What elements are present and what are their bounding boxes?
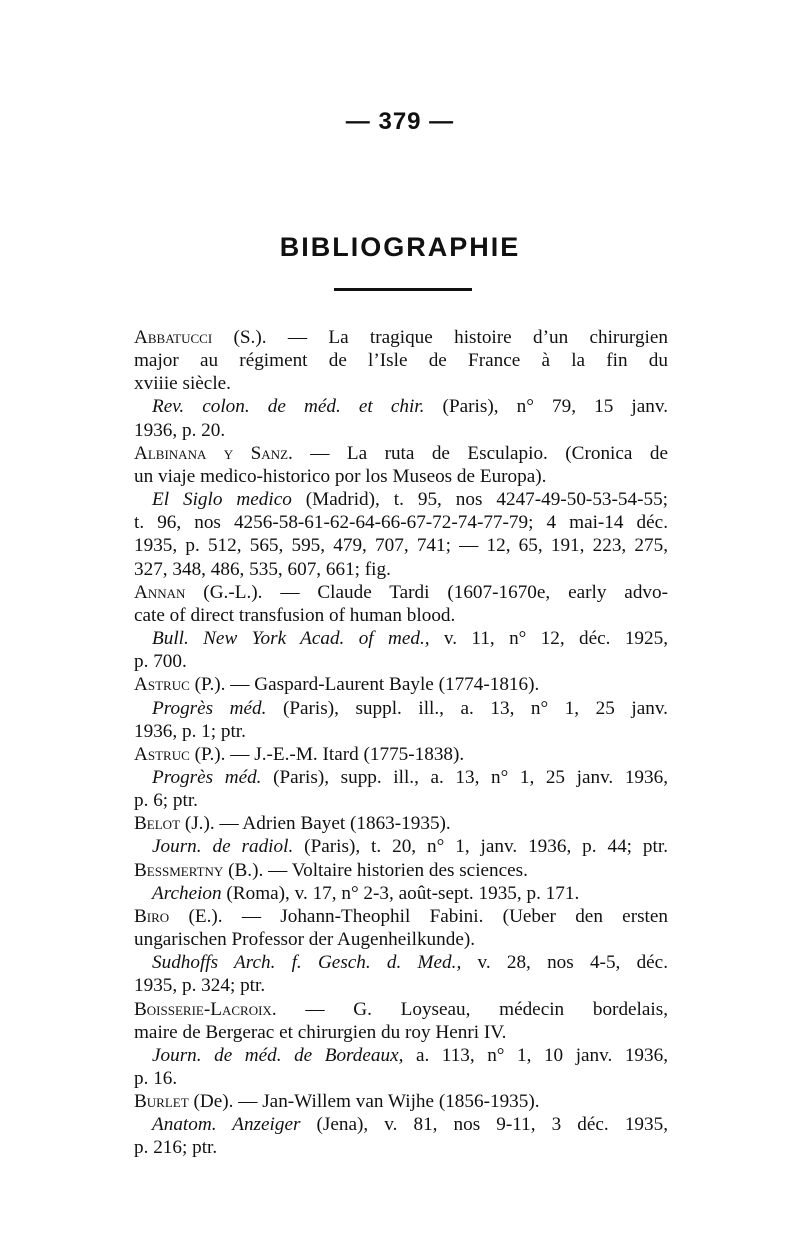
entry-line — [134, 998, 668, 1021]
author-name: Astruc — [134, 743, 190, 765]
entry-line: 1935, p. 324; ptr. — [134, 975, 266, 997]
bibliography-entry — [134, 1090, 668, 1159]
entry-line: p. 6; ptr. — [134, 790, 198, 812]
entry-text: (E.). — Johann-Theophil Fabini. (Ueber den ersten — [169, 905, 668, 927]
journal-title: El Siglo medico — [152, 489, 292, 511]
entry-line — [134, 766, 668, 789]
entry-text: (P.). — Gaspard-Laurent Bayle (1774-1816). — [189, 674, 540, 696]
entry-line — [134, 673, 668, 696]
journal-title: Sudhoffs Arch. f. Gesch. d. Med., — [152, 952, 462, 974]
journal-title: Journ. de méd. de Bordeaux, — [152, 1044, 404, 1066]
author-name: Annan — [134, 581, 186, 603]
bibliography-entry — [134, 812, 668, 858]
author-name: Albinana y Sanz — [134, 442, 289, 464]
entry-text: . — G. Loyseau, médecin bordelais, — [271, 998, 668, 1020]
entry-line: ungarischen Professor der Augenheilkunde). — [134, 929, 476, 951]
entry-text: (De). — Jan-Willem van Wijhe (1856-1935). — [188, 1091, 540, 1113]
entry-text: (G.-L.). — Claude Tardi (1607-1670e, early advo- — [185, 581, 668, 603]
entry-text: (Paris), n° 79, 15 janv. — [424, 396, 668, 418]
entry-line — [134, 326, 668, 349]
entry-text: (P.). — J.-E.-M. Itard (1775-1838). — [189, 743, 465, 765]
journal-title: Journ. de radiol. — [152, 836, 294, 858]
bibliography-entry — [134, 581, 668, 674]
entry-line: 1936, p. 1; ptr. — [134, 720, 246, 742]
journal-title: Progrès méd. — [152, 766, 262, 788]
journal-title: Archeion — [152, 882, 222, 904]
journal-title: Anatom. Anzeiger — [152, 1114, 301, 1136]
entry-line — [134, 882, 668, 905]
entry-line — [134, 697, 668, 720]
entry-line: maire de Bergerac et chirurgien du roy Henri IV. — [134, 1021, 507, 1043]
bibliography-entry — [134, 859, 668, 905]
entry-line — [134, 743, 668, 766]
bibliography-entry — [134, 905, 668, 998]
entry-text: (J.). — Adrien Bayet (1863-1935). — [180, 813, 451, 835]
journal-title: Progrès méd. — [152, 697, 267, 719]
entry-text: (Madrid), t. 95, nos 4247-49-50-53-54-55; — [291, 489, 668, 511]
entry-text: . — La ruta de Esculapio. (Cronica de — [288, 442, 668, 464]
entry-line — [134, 581, 668, 604]
entry-line: 327, 348, 486, 535, 607, 661; fig. — [134, 558, 391, 580]
entry-line — [134, 1090, 668, 1113]
entry-line: xviiie siècle. — [134, 373, 231, 395]
entry-line — [134, 1113, 668, 1136]
entry-line — [134, 627, 668, 650]
page-title: BIBLIOGRAPHIE — [279, 232, 521, 262]
author-name: Abbatucci — [134, 327, 213, 348]
bibliography-entry — [134, 743, 668, 812]
entry-line: 1935, p. 512, 565, 595, 479, 707, 741; — 12, 65, 191, 223, 275, — [134, 535, 668, 557]
author-name: Burlet — [134, 1091, 189, 1113]
entry-line — [134, 905, 668, 928]
author-name: Astruc — [134, 674, 190, 696]
author-name: Belot — [134, 813, 181, 835]
entry-line — [134, 951, 668, 974]
bibliography-entry — [134, 673, 668, 742]
bibliography-entry — [134, 326, 668, 442]
entry-line: un viaje medico-historico por los Museos de Europa). — [134, 465, 547, 487]
entry-line: 1936, p. 20. — [134, 419, 226, 441]
entry-text: (Jena), v. 81, nos 9-11, 3 déc. 1935, — [300, 1114, 668, 1136]
entry-line — [134, 1044, 668, 1067]
bibliography-entry — [134, 442, 668, 581]
entry-line: p. 216; ptr. — [134, 1137, 218, 1159]
author-name: Bessmertny — [134, 859, 224, 881]
journal-title: Rev. colon. de méd. et chir. — [152, 396, 425, 418]
bibliography-entry — [134, 998, 668, 1091]
page-number: — 379 — — [345, 108, 455, 135]
entry-line: major au régiment de l’Isle de France à la fin du — [134, 350, 668, 372]
entry-text: v. 28, nos 4-5, déc. — [461, 952, 668, 974]
entry-line: p. 16. — [134, 1068, 178, 1089]
journal-title: Bull. New York Acad. of med., — [152, 628, 430, 650]
entry-text: (B.). — Voltaire historien des sciences. — [223, 859, 528, 881]
title-rule — [334, 288, 472, 291]
entry-line: cate of direct transfusion of human blood. — [134, 604, 456, 626]
author-name: Boisserie-Lacroix — [134, 998, 272, 1020]
entry-line — [134, 812, 668, 835]
entry-line — [134, 488, 668, 511]
entry-text: (Roma), v. 17, n° 2-3, août-sept. 1935, p. 171. — [221, 882, 580, 904]
entry-text: (Paris), supp. ill., a. 13, n° 1, 25 janv. 1936, — [261, 766, 668, 788]
entry-line: p. 700. — [134, 651, 187, 673]
entry-line — [134, 395, 668, 418]
entry-text: (Paris), suppl. ill., a. 13, n° 1, 25 janv. — [266, 697, 668, 719]
entry-text: a. 113, n° 1, 10 janv. 1936, — [403, 1044, 668, 1066]
entry-line — [134, 442, 668, 465]
entry-line — [134, 835, 668, 858]
bibliography-list — [134, 326, 668, 1160]
entry-text: v. 11, n° 12, déc. 1925, — [429, 628, 669, 650]
author-name: Biro — [134, 905, 170, 927]
entry-line: t. 96, nos 4256-58-61-62-64-66-67-72-74-77-79; 4 mai-14 déc. — [134, 512, 668, 534]
entry-text: (S.). — La tragique histoire d’un chirurgien — [212, 327, 668, 348]
entry-text: (Paris), t. 20, n° 1, janv. 1936, p. 44; ptr. — [293, 836, 668, 858]
entry-line — [134, 859, 668, 882]
